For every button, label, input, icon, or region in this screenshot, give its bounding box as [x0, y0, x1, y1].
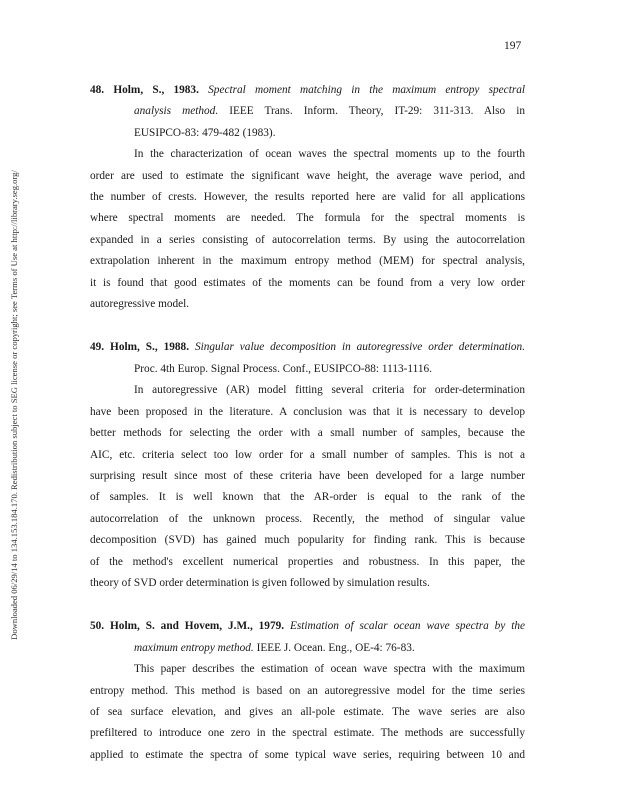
page-number: 197 — [504, 40, 522, 52]
citation-line-3: EUSIPCO-83: 479-482 (1983). — [134, 126, 276, 139]
authors-year: Holm, S. and Hovem, J.M., 1979. — [110, 620, 285, 633]
abstract-line: it is found that good estimates of the moments can be found from a very low order — [90, 276, 525, 289]
paper-title-cont: maximum entropy method. — [134, 641, 254, 654]
citation-line-1 — [90, 616, 525, 637]
download-watermark-text: Downloaded 06/29/14 to 134.153.184.170. Redistribution subject to SEG license or copyright; see Terms of Use at http://library.seg.org/ — [9, 170, 19, 640]
abstract-line: autocorrelation of the unknown process. Recently, the method of singular value — [90, 512, 525, 525]
reference-entry-49 — [90, 337, 525, 594]
abstract-line: In autoregressive (AR) model fitting several criteria for order-determination — [134, 384, 525, 397]
citation-line-1 — [90, 337, 525, 358]
authors-year: Holm, S., 1983. — [113, 84, 199, 96]
abstract-line: order are used to estimate the significant wave height, the average wave period, and — [90, 169, 525, 182]
citation — [90, 616, 525, 659]
abstract — [90, 144, 525, 315]
abstract-line: expanded in a series consisting of autocorrelation terms. By using the autocorrelation — [90, 233, 525, 246]
abstract — [90, 659, 525, 766]
entry-number: 49. — [90, 341, 105, 354]
citation-line-1 — [90, 80, 525, 101]
publication-info: Proc. 4th Europ. Signal Process. Conf., EUSIPCO-88: 1113-1116. — [134, 362, 432, 375]
abstract-line: of samples. It is well known that the AR-order is equal to the rank of the — [90, 491, 525, 504]
publication-info: IEEE J. Ocean. Eng., OE-4: 76-83. — [256, 641, 415, 654]
abstract-line: applied to estimate the spectra of some typical wave series, requiring between 10 and — [90, 748, 525, 761]
reference-entry-50 — [90, 616, 525, 766]
abstract-line: of the method's excellent numerical properties and robustness. In this paper, the — [90, 555, 525, 568]
abstract-line: where spectral moments are needed. The formula for the spectral moments is — [90, 212, 525, 225]
abstract-line: This paper describes the estimation of ocean wave spectra with the maximum — [134, 663, 525, 676]
abstract-line: autoregressive model. — [90, 298, 190, 311]
abstract-line: better methods for selecting the order with a small number of samples, because the — [90, 427, 525, 440]
abstract-line: the number of crests. However, the results reported here are valid for all applications — [90, 191, 525, 204]
paper-title: Spectral moment matching in the maximum entropy spectral — [208, 84, 526, 96]
publication-info: IEEE Trans. Inform. Theory, IT-29: 311-313. Also in — [229, 105, 525, 118]
abstract-line: AIC, etc. criteria select too low order for a small number of samples. This is not a — [90, 448, 525, 461]
paper-title: Estimation of scalar ocean wave spectra by the — [289, 620, 526, 633]
page-body — [90, 80, 525, 788]
citation-line-2 — [134, 101, 525, 122]
citation — [90, 337, 525, 380]
paper-title: Singular value decomposition in autoregressive order determination. — [194, 341, 526, 354]
abstract-line: have been proposed in the literature. A conclusion was that it is necessary to develop — [90, 405, 525, 418]
entry-number: 50. — [90, 620, 105, 633]
citation-continuation — [90, 638, 525, 659]
abstract — [90, 380, 525, 594]
citation-continuation — [90, 101, 525, 144]
abstract-line: In the characterization of ocean waves the spectral moments up to the fourth — [134, 148, 525, 161]
citation-continuation — [90, 359, 525, 380]
abstract-line: surprising result since most of these criteria have been developed for a large number — [90, 469, 525, 482]
citation — [90, 80, 525, 144]
abstract-line: decomposition (SVD) has gained much popularity for finding rank. This is because — [90, 534, 525, 547]
abstract-line: of sea surface elevation, and gives an all-pole estimate. The wave series are also — [90, 705, 525, 718]
abstract-line: prefiltered to introduce one zero in the spectral estimate. The methods are successfully — [90, 727, 525, 740]
paper-title-cont: analysis method. — [134, 105, 219, 118]
abstract-line: entropy method. This method is based on an autoregressive model for the time series — [90, 684, 525, 697]
abstract-line: theory of SVD order determination is given followed by simulation results. — [90, 576, 430, 589]
authors-year: Holm, S., 1988. — [110, 341, 190, 354]
abstract-line: extrapolation inherent in the maximum entropy method (MEM) for spectral analysis, — [90, 255, 525, 268]
citation-line-2 — [134, 638, 525, 659]
entry-number: 48. — [90, 84, 105, 96]
reference-entry-48 — [90, 80, 525, 315]
